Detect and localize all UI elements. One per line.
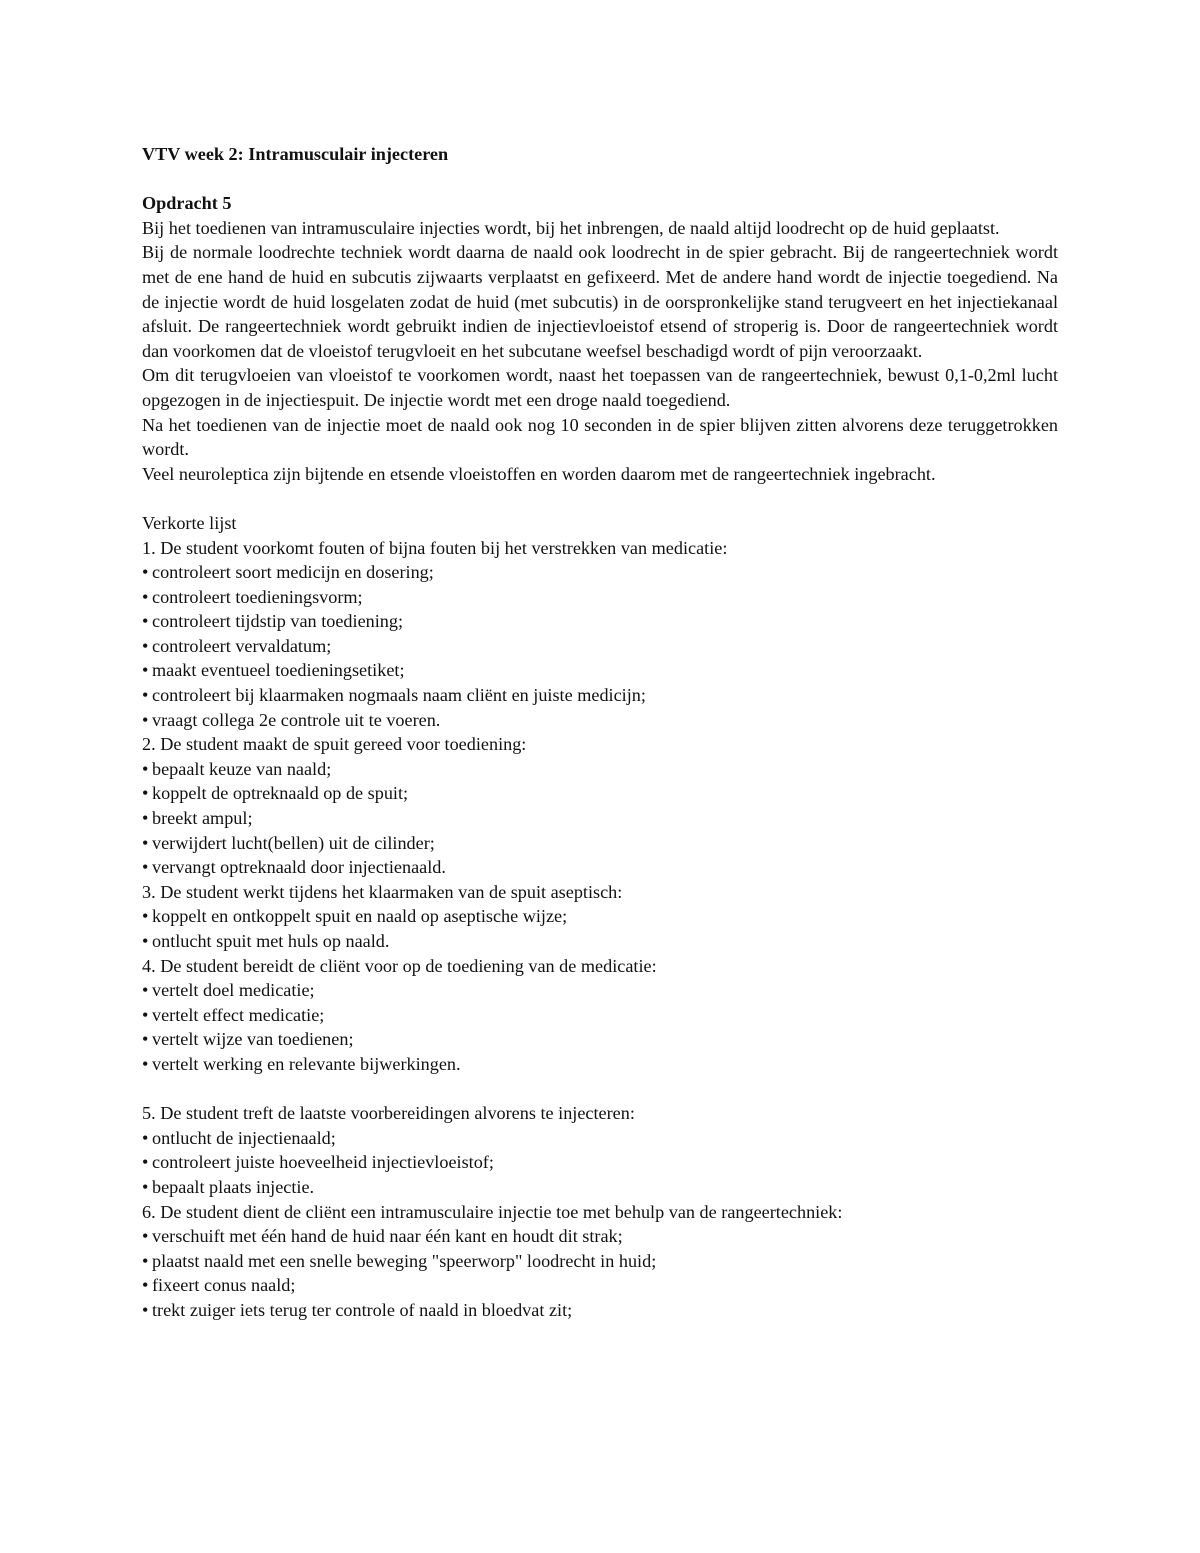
bullet-text: controleert vervaldatum; (152, 635, 332, 656)
bullet-text: verschuift met één hand de huid naar één kant en houdt dit strak; (152, 1226, 623, 1247)
bullet-icon: • (142, 1275, 149, 1296)
spacer (142, 1077, 1058, 1102)
bullet-text: controleert tijdstip van toediening; (152, 611, 404, 632)
bullet-item (142, 904, 1058, 929)
bullet-text: vertelt doel medicatie; (152, 980, 315, 1001)
bullet-text: controleert bij klaarmaken nogmaals naam cliënt en juiste medicijn; (152, 685, 646, 706)
bullet-icon: • (142, 931, 149, 951)
bullet-item (142, 1273, 1058, 1298)
spacer (142, 486, 1058, 511)
body-paragraph: Bij de normale loodrechte techniek wordt daarna de naald ook loodrecht in de spier gebracht. Bij de rangeertechniek wordt met de ene hand de huid en subcutis zijwaarts verplaatst en gefixeerd. Met de andere hand wordt de injectie toegediend. Na de injectie wordt de huid losgelaten zodat de huid (met subcutis) in de oorspronkelijke stand terugveert en het injectiekanaal afsluit. De rangeertechniek wordt gebruikt indien de injectievloeistof etsend of stroperig is. Door de rangeertechniek wordt dan voorkomen dat de vloeistof terugvloeit en het subcutane weefsel beschadigd wordt of pijn veroorzaakt. (142, 242, 1058, 361)
bullet-text: trekt zuiger iets terug ter controle of naald in bloedvat zit; (152, 1299, 573, 1320)
bullet-text: controleert juiste hoeveelheid injectievloeistof; (152, 1152, 494, 1173)
bullet-icon: • (142, 1226, 149, 1247)
bullet-text: breekt ampul; (152, 808, 253, 829)
bullet-text: vervangt optreknaald door injectienaald. (152, 857, 446, 878)
bullet-item (142, 609, 1058, 634)
bullet-item (142, 683, 1058, 708)
bullet-icon: • (142, 611, 149, 632)
step-label: 2. De student maakt de spuit gereed voor toediening: (142, 734, 527, 755)
bullet-text: verwijdert lucht(bellen) uit de cilinder; (152, 832, 435, 853)
step-label: 5. De student treft de laatste voorbereidingen alvorens te injecteren: (142, 1103, 635, 1124)
bullet-icon: • (142, 660, 149, 681)
bullet-icon: • (142, 906, 149, 927)
checklist-part-2 (142, 1101, 1058, 1322)
bullet-text: ontlucht spuit met huls op naald. (152, 931, 390, 951)
body-paragraphs (142, 216, 1058, 487)
bullet-item (142, 855, 1058, 880)
step-label: 6. De student dient de cliënt een intramusculaire injectie toe met behulp van de rangeertechniek: (142, 1201, 843, 1222)
bullet-text: ontlucht de injectienaald; (152, 1127, 336, 1148)
bullet-icon: • (142, 758, 149, 779)
spacer (142, 167, 1058, 192)
bullet-text: koppelt de optreknaald op de spuit; (152, 783, 409, 804)
step-label: 3. De student werkt tijdens het klaarmaken van de spuit aseptisch: (142, 881, 623, 902)
bullet-text: maakt eventueel toedieningsetiket; (152, 660, 405, 681)
bullet-item (142, 1224, 1058, 1249)
bullet-item (142, 1003, 1058, 1028)
bullet-item (142, 929, 1058, 954)
bullet-text: bepaalt keuze van naald; (152, 758, 332, 779)
bullet-text: plaatst naald met een snelle beweging "speerworp" loodrecht in huid; (152, 1250, 657, 1271)
bullet-text: vertelt effect medicatie; (152, 1004, 325, 1025)
bullet-icon: • (142, 783, 149, 804)
body-paragraph: Om dit terugvloeien van vloeistof te voorkomen wordt, naast het toepassen van de rangeertechniek, bewust 0,1-0,2ml lucht opgezogen in de injectiespuit. De injectie wordt met een droge naald toegediend. (142, 365, 1058, 410)
bullet-item (142, 560, 1058, 585)
bullet-icon: • (142, 1152, 149, 1173)
bullet-item (142, 978, 1058, 1003)
document-page (142, 140, 1058, 1323)
bullet-text: controleert soort medicijn en dosering; (152, 562, 434, 583)
bullet-item (142, 831, 1058, 856)
bullet-icon: • (142, 709, 149, 730)
bullet-text: controleert toedieningsvorm; (152, 586, 363, 607)
bullet-icon: • (142, 1250, 149, 1271)
bullet-item (142, 1052, 1058, 1077)
bullet-icon: • (142, 1029, 149, 1050)
checklist-part-1 (142, 536, 1058, 1077)
bullet-text: fixeert conus naald; (152, 1275, 296, 1296)
bullet-icon: • (142, 586, 149, 607)
bullet-item (142, 781, 1058, 806)
bullet-icon: • (142, 562, 149, 583)
bullet-item (142, 1126, 1058, 1151)
bullet-icon: • (142, 1053, 149, 1074)
step-label: 4. De student bereidt de cliënt voor op de toediening van de medicatie: (142, 955, 657, 976)
bullet-item (142, 708, 1058, 733)
step-label: 1. De student voorkomt fouten of bijna fouten bij het verstrekken van medicatie: (142, 537, 728, 558)
bullet-icon: • (142, 857, 149, 878)
bullet-icon: • (142, 685, 149, 706)
bullet-text: vertelt wijze van toedienen; (152, 1029, 354, 1050)
body-paragraph: Veel neuroleptica zijn bijtende en etsende vloeistoffen en worden daarom met de rangeertechniek ingebracht. (142, 463, 936, 484)
bullet-icon: • (142, 635, 149, 656)
bullet-item (142, 757, 1058, 782)
bullet-icon: • (142, 808, 149, 829)
body-paragraph: Bij het toedienen van intramusculaire injecties wordt, bij het inbrengen, de naald altijd loodrecht op de huid geplaatst. (142, 217, 1000, 238)
bullet-item (142, 1150, 1058, 1175)
bullet-item (142, 1027, 1058, 1052)
section-heading: Opdracht 5 (142, 193, 232, 214)
bullet-text: koppelt en ontkoppelt spuit en naald op aseptische wijze; (152, 906, 568, 927)
body-paragraph: Na het toedienen van de injectie moet de naald ook nog 10 seconden in de spier blijven zitten alvorens deze teruggetrokken wordt. (142, 414, 1058, 460)
bullet-item (142, 658, 1058, 683)
list-title: Verkorte lijst (142, 512, 237, 533)
bullet-item (142, 1249, 1058, 1274)
bullet-item (142, 634, 1058, 659)
bullet-icon: • (142, 1176, 149, 1197)
bullet-text: vraagt collega 2e controle uit te voeren. (152, 709, 441, 730)
bullet-icon: • (142, 1004, 149, 1025)
bullet-icon: • (142, 1127, 149, 1148)
bullet-item (142, 585, 1058, 610)
bullet-icon: • (142, 1299, 149, 1320)
bullet-text: vertelt werking en relevante bijwerkingen. (152, 1053, 461, 1074)
bullet-icon: • (142, 980, 149, 1001)
bullet-text: bepaalt plaats injectie. (152, 1176, 315, 1197)
bullet-icon: • (142, 832, 149, 853)
bullet-item (142, 1298, 1058, 1323)
bullet-item (142, 1175, 1058, 1200)
bullet-item (142, 806, 1058, 831)
document-title: VTV week 2: Intramusculair injecteren (142, 144, 449, 164)
